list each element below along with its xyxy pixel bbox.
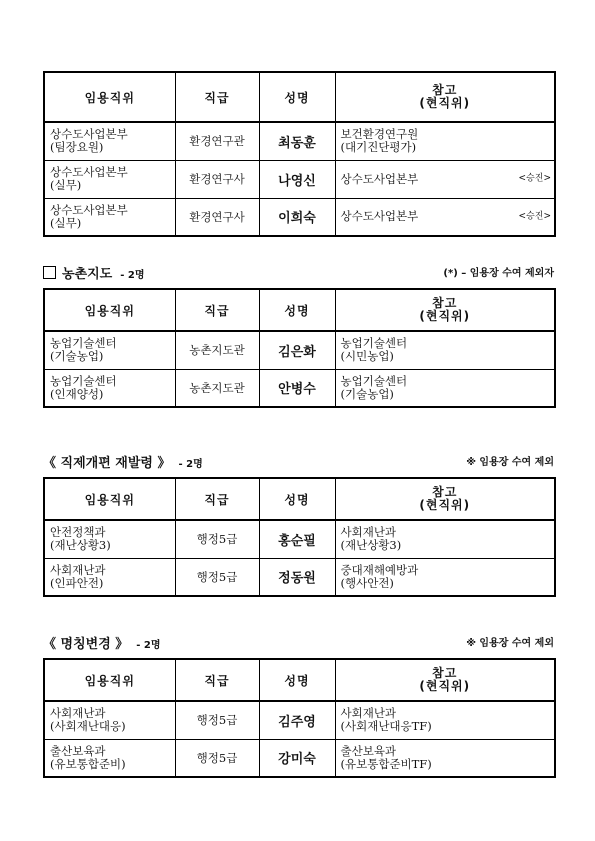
header-reference: 참고 (현직위) <box>335 478 555 520</box>
cell-reference: 중대재해예방과 (행사안전) <box>335 558 555 596</box>
cell-position: 농업기술센터 (인재양성) <box>44 369 175 407</box>
table-row <box>44 122 555 160</box>
table-row <box>44 739 555 777</box>
header-position: 임용직위 <box>44 659 175 701</box>
cell-name: 홍순필 <box>259 520 335 558</box>
cell-position: 사회재난과 (사회재난대응) <box>44 701 175 739</box>
table-agri <box>43 288 554 408</box>
cell-position: 안전정책과 (재난상황3) <box>44 520 175 558</box>
cell-grade: 환경연구사 <box>175 198 259 236</box>
cell-grade: 농촌지도관 <box>175 331 259 369</box>
table-reorg <box>43 477 554 597</box>
cell-reference: 사회재난과 (사회재난대응TF) <box>335 701 555 739</box>
cell-reference: 상수도사업본부 <승진> <box>335 198 555 236</box>
section-title: 《 명칭변경 》 - 2명 <box>43 637 161 652</box>
cell-position: 출산보육과 (유보통합준비) <box>44 739 175 777</box>
section-title: 《 직제개편 재발령 》 - 2명 <box>43 456 203 471</box>
section-header-agri <box>43 263 554 282</box>
cell-name: 김은화 <box>259 331 335 369</box>
table-row <box>44 198 555 236</box>
table-row <box>44 520 555 558</box>
cell-name: 이희숙 <box>259 198 335 236</box>
cell-position: 상수도사업본부 (팀장요원) <box>44 122 175 160</box>
table-row <box>44 331 555 369</box>
cell-name: 안병수 <box>259 369 335 407</box>
header-position: 임용직위 <box>44 289 175 331</box>
promotion-mark: <승진> <box>518 173 551 184</box>
cell-position: 상수도사업본부 (실무) <box>44 160 175 198</box>
cell-reference: 출산보육과 (유보통합준비TF) <box>335 739 555 777</box>
promotion-mark: <승진> <box>518 211 551 222</box>
table-row <box>44 701 555 739</box>
header-name: 성명 <box>259 289 335 331</box>
cell-reference: 보건환경연구원 (대기진단평가) <box>335 122 555 160</box>
cell-position: 상수도사업본부 (실무) <box>44 198 175 236</box>
cell-grade: 행정5급 <box>175 701 259 739</box>
cell-reference: 농업기술센터 (기술농업) <box>335 369 555 407</box>
header-grade: 직급 <box>175 478 259 520</box>
header-position: 임용직위 <box>44 478 175 520</box>
cell-name: 정동원 <box>259 558 335 596</box>
table-rename <box>43 658 554 778</box>
cell-position: 사회재난과 (인파안전) <box>44 558 175 596</box>
section-note: (*) – 임용장 수여 제외자 <box>443 268 554 279</box>
section-header-reorg <box>43 452 554 471</box>
cell-reference: 농업기술센터 (시민농업) <box>335 331 555 369</box>
table-promotion-research <box>43 71 554 237</box>
section-header-rename <box>43 633 554 652</box>
section-note: ※ 임용장 수여 제외 <box>466 638 554 649</box>
cell-grade: 환경연구사 <box>175 160 259 198</box>
cell-position: 농업기술센터 (기술농업) <box>44 331 175 369</box>
table-row <box>44 369 555 407</box>
cell-reference: 사회재난과 (재난상황3) <box>335 520 555 558</box>
section-note: ※ 임용장 수여 제외 <box>466 457 554 468</box>
section-title: 농촌지도 - 2명 <box>43 263 144 282</box>
header-reference: 참고 (현직위) <box>335 289 555 331</box>
cell-name: 김주영 <box>259 701 335 739</box>
table-row <box>44 558 555 596</box>
header-name: 성명 <box>259 659 335 701</box>
header-position: 임용직위 <box>44 72 175 122</box>
table-row <box>44 160 555 198</box>
cell-grade: 환경연구관 <box>175 122 259 160</box>
header-reference: 참고 (현직위) <box>335 72 555 122</box>
cell-grade: 행정5급 <box>175 558 259 596</box>
header-grade: 직급 <box>175 659 259 701</box>
cell-name: 나영신 <box>259 160 335 198</box>
header-grade: 직급 <box>175 289 259 331</box>
cell-grade: 행정5급 <box>175 520 259 558</box>
cell-grade: 농촌지도관 <box>175 369 259 407</box>
header-name: 성명 <box>259 478 335 520</box>
header-grade: 직급 <box>175 72 259 122</box>
cell-reference: 상수도사업본부 <승진> <box>335 160 555 198</box>
cell-name: 강미숙 <box>259 739 335 777</box>
cell-name: 최동훈 <box>259 122 335 160</box>
checkbox-icon <box>43 266 56 279</box>
header-reference: 참고 (현직위) <box>335 659 555 701</box>
header-name: 성명 <box>259 72 335 122</box>
cell-grade: 행정5급 <box>175 739 259 777</box>
